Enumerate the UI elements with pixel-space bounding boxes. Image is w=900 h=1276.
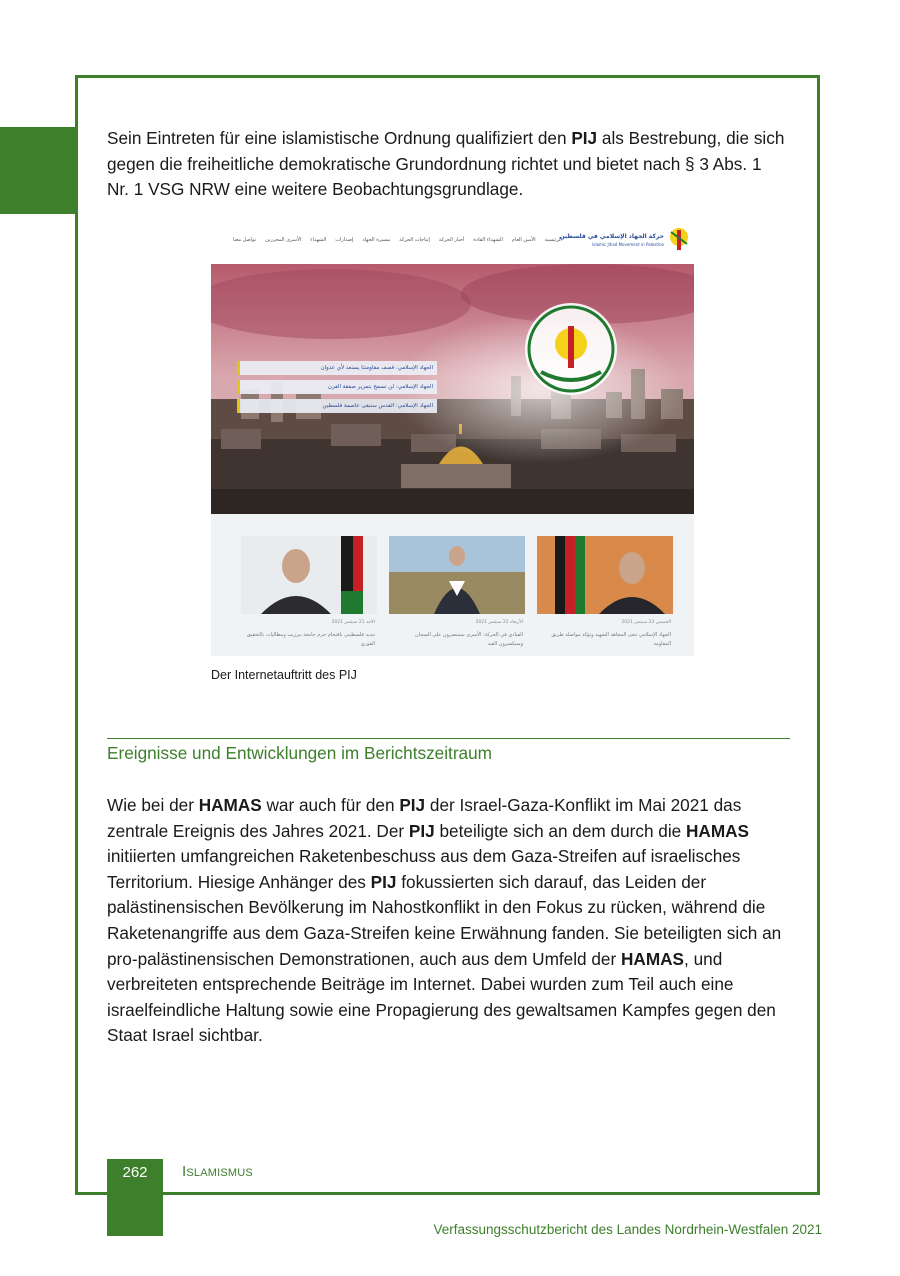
- chapter-label: Islamismus: [182, 1163, 253, 1180]
- news-card-date: الأحد 21 سبتمبر 2021: [331, 620, 375, 625]
- body-bold: HAMAS: [621, 948, 685, 969]
- banner-headline: الجهاد الإسلامي: القدس ستبقى عاصمة فلسطين: [237, 399, 437, 413]
- news-card: [389, 536, 525, 656]
- news-card-date: الأربعاء 22 سبتمبر 2021: [475, 620, 523, 625]
- website-nav-item: الشهداء: [310, 237, 327, 243]
- body-text: war auch für den: [261, 795, 400, 815]
- footer-publication-title: Verfassungsschutzbericht des Landes Nordrhein-Westfalen 2021: [433, 1222, 822, 1237]
- website-title: حركة الجهاد الإسلامي في فلسطين: [559, 233, 664, 240]
- body-paragraph: [107, 793, 787, 1049]
- portrait-photo: [241, 536, 377, 614]
- website-nav-item: الرئيسية: [544, 237, 562, 243]
- side-tab: [0, 127, 75, 214]
- section-heading: Ereignisse und Entwicklungen im Berichtszeitraum: [107, 743, 492, 763]
- news-card-text: الجهاد الإسلامي تنعى المجاهد الشهيد وتؤكد مواصلة طريق المقاومة: [551, 632, 671, 647]
- website-nav-item: الشهداء القادة: [473, 237, 503, 243]
- page-number: 262: [122, 1164, 148, 1181]
- news-card-photo: [537, 536, 673, 614]
- website-nav-item: إصدارات: [335, 237, 354, 243]
- body-text: , und verbreiteten entsprechende Beiträge im Internet. Dabei wurden zum Teil auch eine israelfeindliche Haltung sowie eine Propagierung des gewaltsamen Kampfes gegen den Staat Israel sichtbar.: [107, 948, 776, 1046]
- intro-text: als Bestrebung, die sich gegen die freiheitliche demokratische Grundordnung richtet und bietet nach § 3 Abs. 1 Nr. 1 VSG NRW eine weitere Beobachtungsgrundlage.: [107, 128, 785, 200]
- intro-paragraph: [107, 126, 787, 203]
- intro-text: Sein Eintreten für eine islamistische Ordnung qualifiziert den: [107, 128, 572, 148]
- section-divider: [107, 738, 790, 739]
- website-nav-item: تواصل معنا: [233, 237, 257, 243]
- body-bold: HAMAS: [686, 820, 750, 841]
- page-number-box: [107, 1159, 163, 1236]
- news-card-photo: [389, 536, 525, 614]
- figure-caption: Der Internetauftritt des PIJ: [211, 668, 357, 682]
- website-nav-item: أخبار الحركة: [438, 237, 465, 243]
- news-card-date: الخميس 23 سبتمبر 2021: [621, 620, 671, 625]
- body-text: der Israel-Gaza-Konflikt im Mai 2021 das zentrale Ereignis des Jahres 2021. Der: [107, 795, 742, 841]
- news-card-photo: [241, 536, 377, 614]
- portrait-photo: [537, 536, 673, 614]
- body-text: fokussierten sich darauf, das Leiden der palästinensischen Bevölkerung im Nahostkonflikt in den Fokus zu rücken, während die Raketenangriffe aus dem Gaza-Streifen keine Erwähnung fanden. Sie beteiligten sich an pro-palästinensischen Demonstrationen, auch aus dem Umfeld der: [107, 871, 782, 969]
- website-hero: [211, 264, 694, 514]
- news-card-text: تنديد فلسطيني باقتحام حرم جامعة بيرزيت ومطالبات بالتحقيق الفوري: [246, 632, 375, 647]
- website-nav-item: مسيرة الجهاد: [362, 237, 391, 243]
- news-card: [537, 536, 673, 656]
- body-text: Wie bei der: [107, 795, 199, 815]
- website-subtitle: Islamic Jihad Movement in Palestine: [592, 242, 664, 247]
- banner-headline: الجهاد الإسلامي: قصف مقاومتنا يستعد لأي عدوان: [237, 361, 437, 375]
- website-logo-icon: [668, 226, 690, 256]
- body-text: initiierten umfangreichen Raketenbeschuss aus dem Gaza-Streifen auf israelisches Territorium. Hiesige Anhänger des: [107, 846, 741, 892]
- body-bold: HAMAS: [198, 795, 262, 815]
- body-bold: PIJ: [399, 795, 426, 815]
- banner-headline: الجهاد الإسلامي: لن نسمح بتمرير صفقة القرن: [237, 380, 437, 394]
- website-nav-item: الأمين العام: [511, 237, 536, 243]
- body-bold: PIJ: [408, 820, 435, 841]
- news-card: [241, 536, 377, 656]
- news-card-text: القيادي في الحركة: الأسرى سينتصرون على السجان وسيكسرون القيد: [415, 632, 523, 647]
- intro-bold: PIJ: [571, 128, 598, 148]
- landscape-photo: [389, 536, 525, 614]
- website-navbar: [211, 222, 694, 264]
- website-nav: [233, 237, 562, 243]
- website-nav-item: الأسرى المحررين: [265, 237, 302, 243]
- website-screenshot: [211, 222, 694, 656]
- body-text: beteiligte sich an dem durch die: [434, 820, 686, 841]
- body-bold: PIJ: [370, 871, 397, 892]
- website-nav-item: إنتاجات الحركة: [399, 237, 430, 243]
- news-cards: [211, 514, 694, 656]
